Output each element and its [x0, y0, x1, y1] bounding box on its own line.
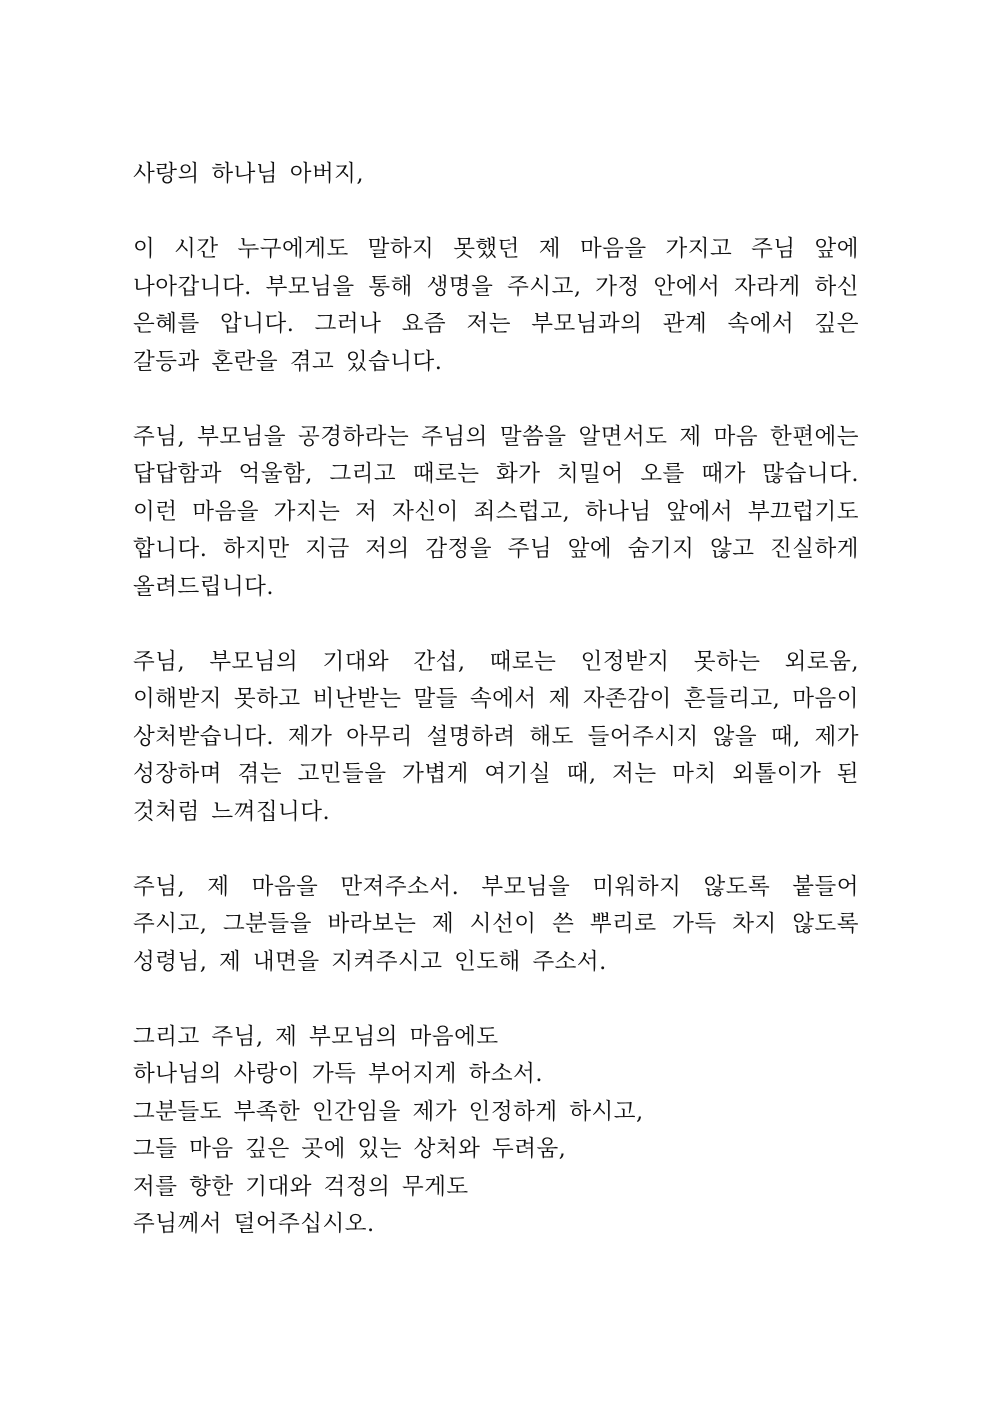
paragraph-2: 주님, 부모님을 공경하라는 주님의 말씀을 알면서도 제 마음 한편에는 답답함과 억울함, 그리고 때로는 화가 치밀어 오를 때가 많습니다. 이런 마음을 가지는 저 자신이 죄스럽고, 하나님 앞에서 부끄럽기도 합니다. 하지만 지금 저의 감정을 주님 앞에 숨기지 않고 진실하게 올려드립니다. — [133, 423, 859, 600]
closing-line: 그리고 주님, 제 부모님의 마음에도 — [133, 1023, 499, 1050]
paragraph-3: 주님, 부모님의 기대와 간섭, 때로는 인정받지 못하는 외로움, 이해받지 못하고 비난받는 말들 속에서 제 자존감이 흔들리고, 마음이 상처받습니다. 제가 아무리 설명하려 해도 들어주시지 않을 때, 제가 성장하며 겪는 고민들을 가볍게 여기실 때, 저는 마치 외톨이가 된 것처럼 느껴집니다. — [133, 648, 859, 825]
closing-line: 저를 향한 기대와 걱정의 무게도 — [133, 1173, 469, 1200]
closing-line: 그분들도 부족한 인간임을 제가 인정하게 하시고, — [133, 1098, 644, 1125]
prayer-text — [133, 156, 859, 1244]
closing-line: 그들 마음 깊은 곳에 있는 상처와 두려움, — [133, 1136, 567, 1162]
salutation: 사랑의 하나님 아버지, — [133, 161, 365, 187]
closing-verse — [133, 1019, 859, 1244]
paragraph-1: 이 시간 누구에게도 말하지 못했던 제 마음을 가지고 주님 앞에 나아갑니다. 부모님을 통해 생명을 주시고, 가정 안에서 자라게 하신 은혜를 압니다. 그러나 요즘 저는 부모님과의 관계 속에서 깊은 갈등과 혼란을 겪고 있습니다. — [133, 236, 859, 375]
paragraph-4: 주님, 제 마음을 만져주소서. 부모님을 미워하지 않도록 붙들어 주시고, 그분들을 바라보는 제 시선이 쓴 뿌리로 가득 차지 않도록 성령님, 제 내면을 지켜주시고 인도해 주소서. — [133, 873, 859, 975]
closing-line: 주님께서 덜어주십시오. — [133, 1211, 375, 1237]
closing-line: 하나님의 사랑이 가득 부어지게 하소서. — [133, 1061, 544, 1087]
